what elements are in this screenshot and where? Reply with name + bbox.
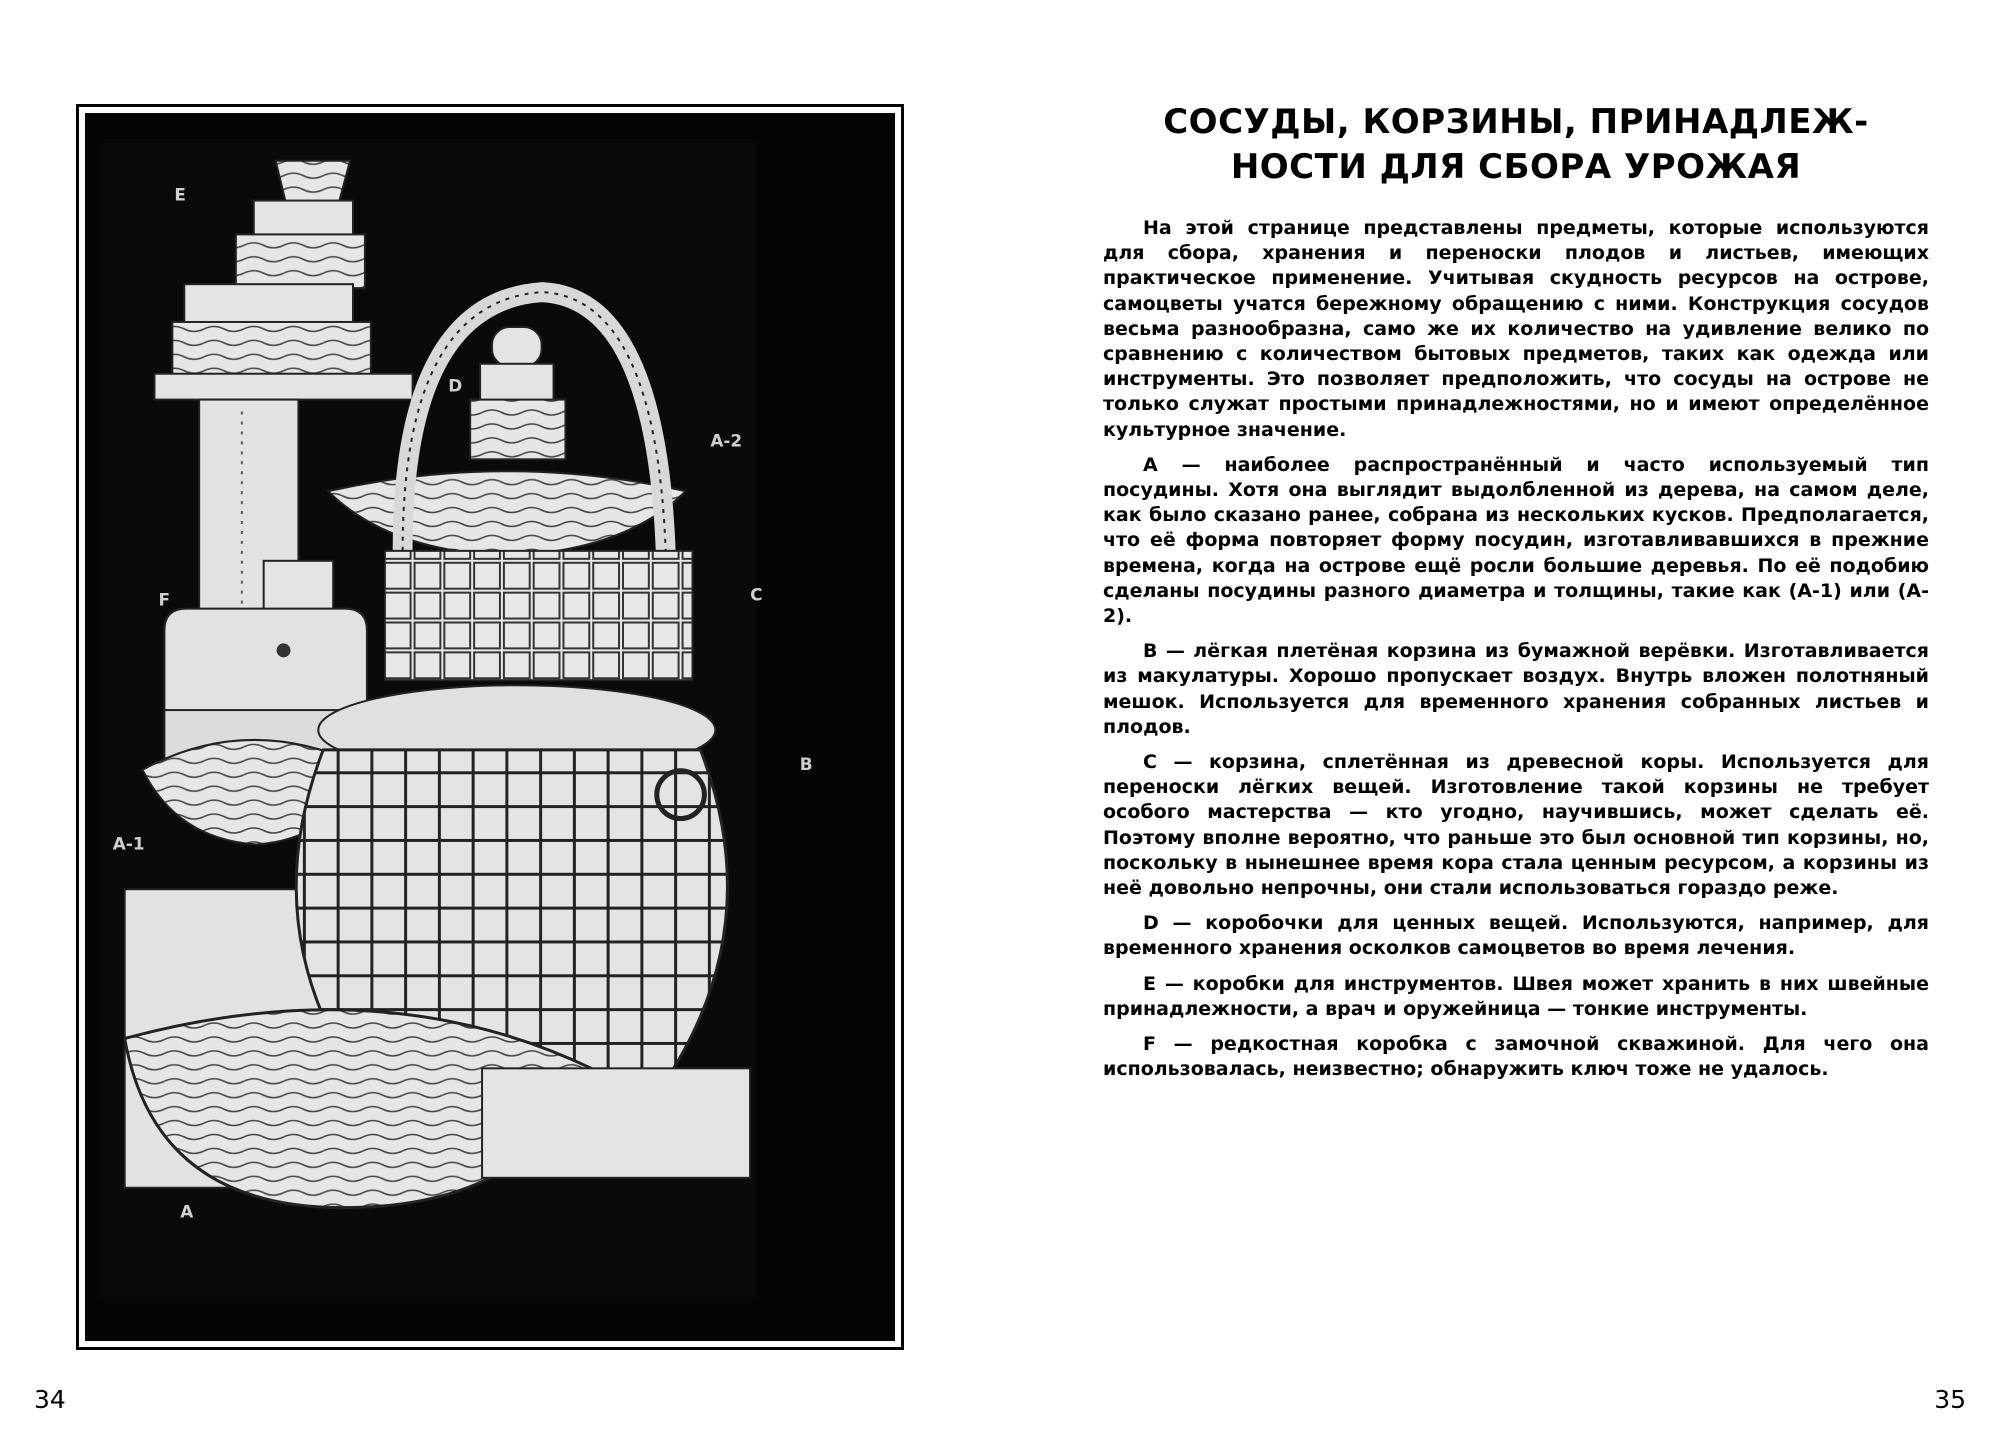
- vessels-drawing: [85, 113, 895, 1341]
- illustration-frame: [76, 104, 904, 1350]
- label-a1: A-1: [112, 833, 145, 854]
- vessels-illustration: [85, 113, 895, 1341]
- label-c: C: [750, 584, 763, 605]
- label-d: D: [448, 375, 463, 396]
- paragraph-c: C — корзина, сплетённая из древесной коры. Используется для переноски лёгких вещей. Изготовление такой корзины не требует особого мастерства — кто угодно, научившись, может сделать её. Поэтому вполне вероятно, что раньше это был основной тип корзины, но, поскольку в нынешнее время кора стала ценным ресурсом, а корзины из неё довольно непрочны, они стали использоваться гораздо реже.: [1103, 751, 1929, 900]
- label-a: A: [180, 1201, 194, 1222]
- paragraph-d: D — коробочки для ценных вещей. Используются, например, для временного хранения осколков самоцветов во время лечения.: [1103, 912, 1929, 960]
- article: [1103, 100, 1929, 1093]
- label-b: B: [799, 753, 813, 774]
- base-plank: [482, 1068, 750, 1177]
- paragraph-e: E — коробки для инструментов. Швея может хранить в них швейные принадлежности, а врач и оружейница — тонкие инструменты.: [1103, 972, 1929, 1020]
- page-number-right: 35: [1934, 1385, 1966, 1414]
- label-e: E: [174, 184, 186, 205]
- label-a2: A-2: [710, 430, 743, 451]
- page-title-line-1: СОСУДЫ, КОРЗИНЫ, ПРИНАДЛЕЖ-: [1163, 102, 1869, 142]
- paragraph-f: F — редкостная коробка с замочной скважиной. Для чего она использовалась, неизвестно; обнаружить ключ тоже не удалось.: [1103, 1033, 1929, 1081]
- page-number-left: 34: [34, 1385, 66, 1414]
- page-title: [1103, 100, 1929, 190]
- page-title-line-2: НОСТИ ДЛЯ СБОРА УРОЖАЯ: [1230, 147, 1802, 187]
- label-f: F: [158, 589, 170, 610]
- paragraph-a: A — наиболее распространённый и часто используемый тип посудины. Хотя она выглядит выдолбленной из дерева, на самом деле, как было сказано ранее, собрана из нескольких кусков. Предполагается, что её форма повторяет форму посудин, изготавливавшихся в прежние времена, когда на острове ещё росли большие деревья. По её подобию сделаны посудины разного диаметра и толщины, такие как (A-1) или (A-2).: [1103, 453, 1929, 628]
- intro-paragraph: На этой странице представлены предметы, которые используются для сбора, хранения и переноски плодов и листьев, имеющих практическое применение. Учитывая скудность ресурсов на острове, самоцветы учатся бережному обращению с ними. Конструкция сосудов весьма разнообразна, само же их количество на удивление велико по сравнению с количеством бытовых предметов, таких как одежда или инструменты. Это позволяет предположить, что сосуды на острове не только служат простыми принадлежностями, но и имеют определённое культурное значение.: [1103, 217, 1929, 441]
- paragraph-b: B — лёгкая плетёная корзина из бумажной верёвки. Изготавливается из макулатуры. Хорошо пропускает воздух. Внутрь вложен полотняный мешок. Используется для временного хранения собранных листьев и плодов.: [1103, 640, 1929, 738]
